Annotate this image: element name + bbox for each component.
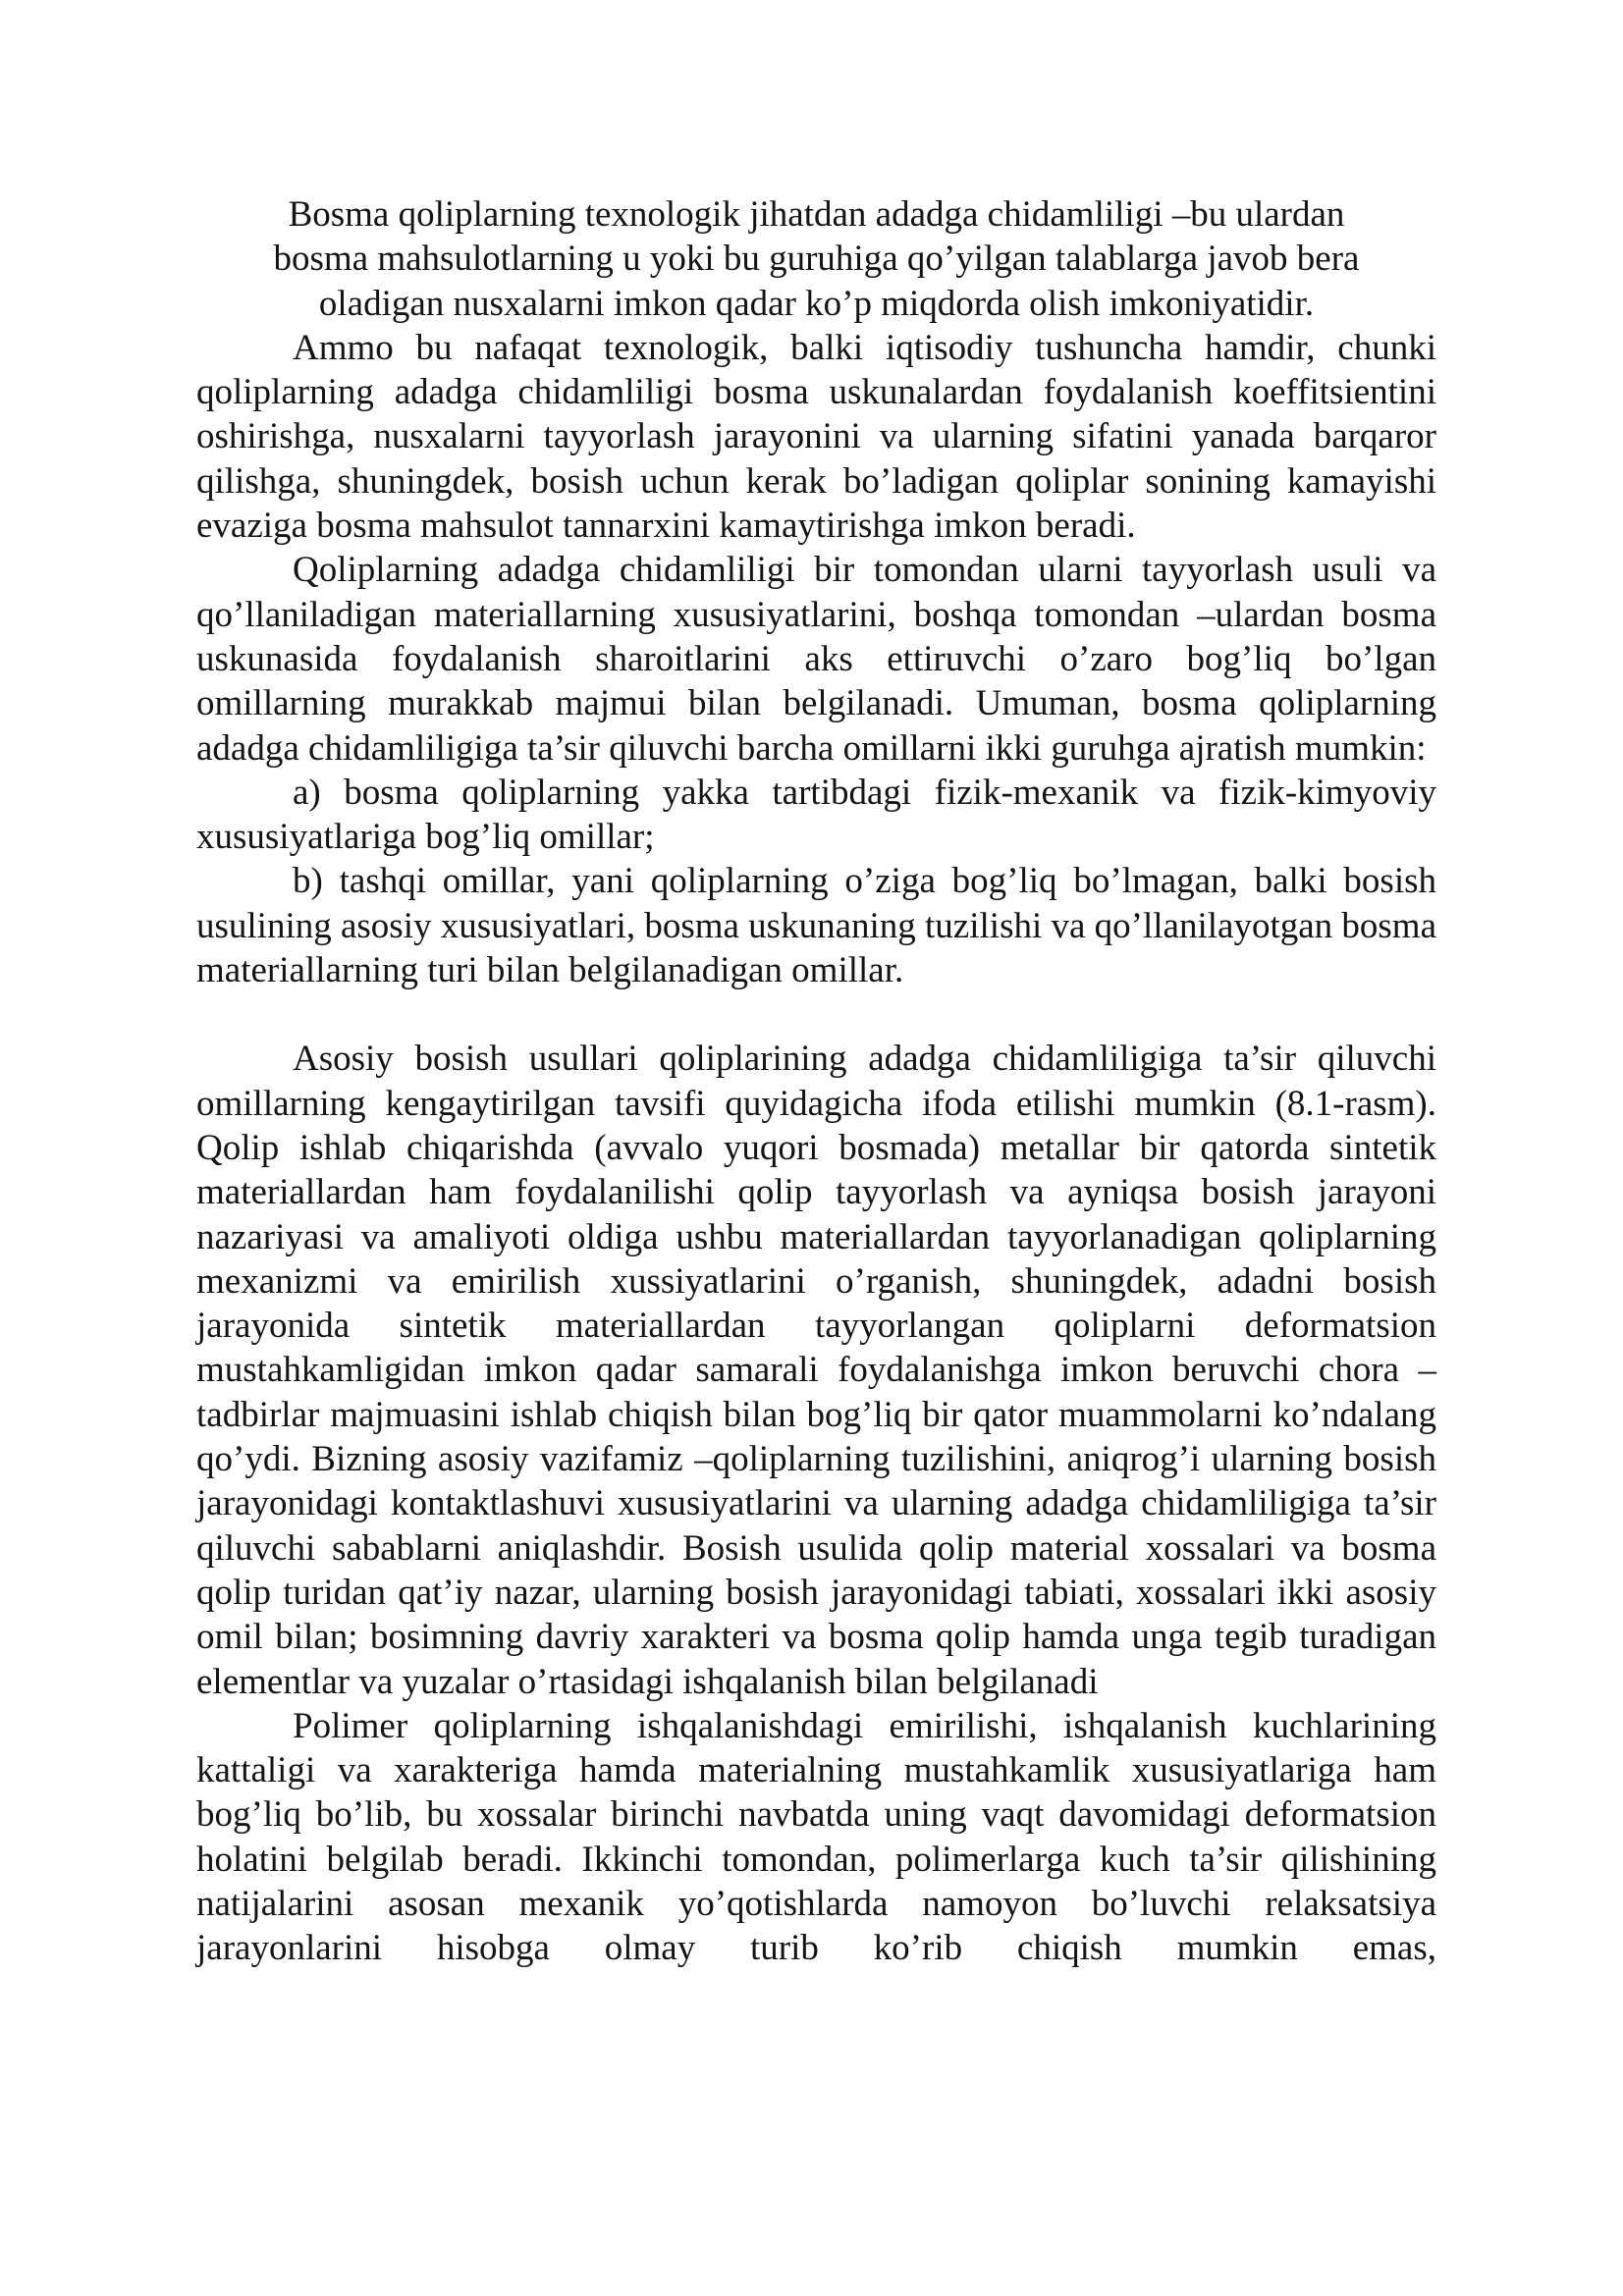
- intro-line-3: oladigan nusxalarni imkon qadar ko’p miqdorda olish imkoniyatidir.: [318, 283, 1315, 324]
- list-item-b: b) tashqi omillar, yani qoliplarning o’ziga bog’liq bo’lmagan, balki bosish usulining asosiy xususiyatlari, bosma uskunaning tuzilishi va qo’llanilayotgan bosma materiallarning turi bilan belgilanadigan omillar.: [196, 861, 1437, 991]
- paragraph-polymer-plates: Polimer qoliplarning ishqalanishdagi emirilishi, ishqalanish kuchlarining kattaligi va xarakteriga hamda materialning mustahkamlik xususiyatlariga ham bog’liq bo’lib, bu xossalar birinchi navbatda uning vaqt davomidagi deformatsion holatini belgilab beradi. Ikkinchi tomondan, polimerlarga kuch ta’sir qilishining natijalarini asosan mexanik yo’qotishlarda namoyon bo’luvchi relaksatsiya jarayonlarini hisobga olmay turib ko’rib chiqish mumkin emas,: [196, 1705, 1436, 1969]
- document-page: [196, 192, 1436, 1971]
- paragraph-printing-methods: Asosiy bosish usullari qoliplarining adadga chidamliligiga ta’sir qiluvchi omillarning kengaytirilgan tavsifi quyidagicha ifoda etilishi mumkin (8.1-rasm). Qolip ishlab chiqarishda (avvalo yuqori bosmada) metallar bir qatorda sintetik materiallardan ham foydalanilishi qolip tayyorlash va ayniqsa bosish jarayoni nazariyasi va amaliyoti oldiga ushbu materiallardan tayyorlanadigan qoliplarning mexanizmi va emirilish xussiyatlarini o’rganish, shuningdek, adadni bosish jarayonida sintetik materiallardan tayyorlangan qoliplarni deformatsion mustahkamligidan imkon qadar samarali foydalanishga imkon beruvchi chora –tadbirlar majmuasini ishlab chiqish bilan bog’liq bir qator muammolarni ko’ndalang qo’ydi. Bizning asosiy vazifamiz –qoliplarning tuzilishini, aniqrog’i ularning bosish jarayonidagi kontaktlashuvi xususiyatlarini va ularning adadga chidamliligiga ta’sir qiluvchi sabablarni aniqlashdir. Bosish usulida qolip material xossalari va bosma qolip turidan qat’iy nazar, ularning bosish jarayonidagi tabiati, xossalari ikki asosiy omil bilan; bosimning davriy xarakteri va bosma qolip hamda unga tegib turadigan elementlar va yuzalar o’rtasidagi ishqalanish bilan belgilanadi: [196, 1039, 1436, 1702]
- intro-line-1: Bosma qoliplarning texnologik jihatdan adadga chidamliligi –bu ulardan: [288, 194, 1345, 235]
- intro-line-2: bosma mahsulotlarning u yoki bu guruhiga qo’yilgan talablarga javob bera: [273, 239, 1360, 280]
- paragraph-factors: Qoliplarning adadga chidamliligi bir tomondan ularni tayyorlash usuli va qo’llaniladigan materiallarning xususiyatlarini, boshqa tomondan –ulardan bosma uskunasida foydalanish sharoitlarini aks ettiruvchi o’zaro bog’liq bo’lgan omillarning murakkab majmui bilan belgilanadi. Umuman, bosma qoliplarning adadga chidamliligiga ta’sir qiluvchi barcha omillarni ikki guruhga ajratish mumkin:: [196, 550, 1436, 769]
- paragraph-break: [196, 992, 1436, 1037]
- list-item-a: a) bosma qoliplarning yakka tartibdagi fizik-mexanik va fizik-kimyoviy xususiyatlariga bog’liq omillar;: [196, 772, 1436, 858]
- paragraph-economic-concept: Ammo bu nafaqat texnologik, balki iqtisodiy tushuncha hamdir, chunki qoliplarning adadga chidamliligi bosma uskunalardan foydalanish koeffitsientini oshirishga, nusxalarni tayyorlash jarayonini va ularning sifatini yanada barqaror qilishga, shuningdek, bosish uchun kerak bo’ladigan qoliplar sonining kamayishi evaziga bosma mahsulot tannarxini kamaytirishga imkon beradi.: [196, 327, 1436, 547]
